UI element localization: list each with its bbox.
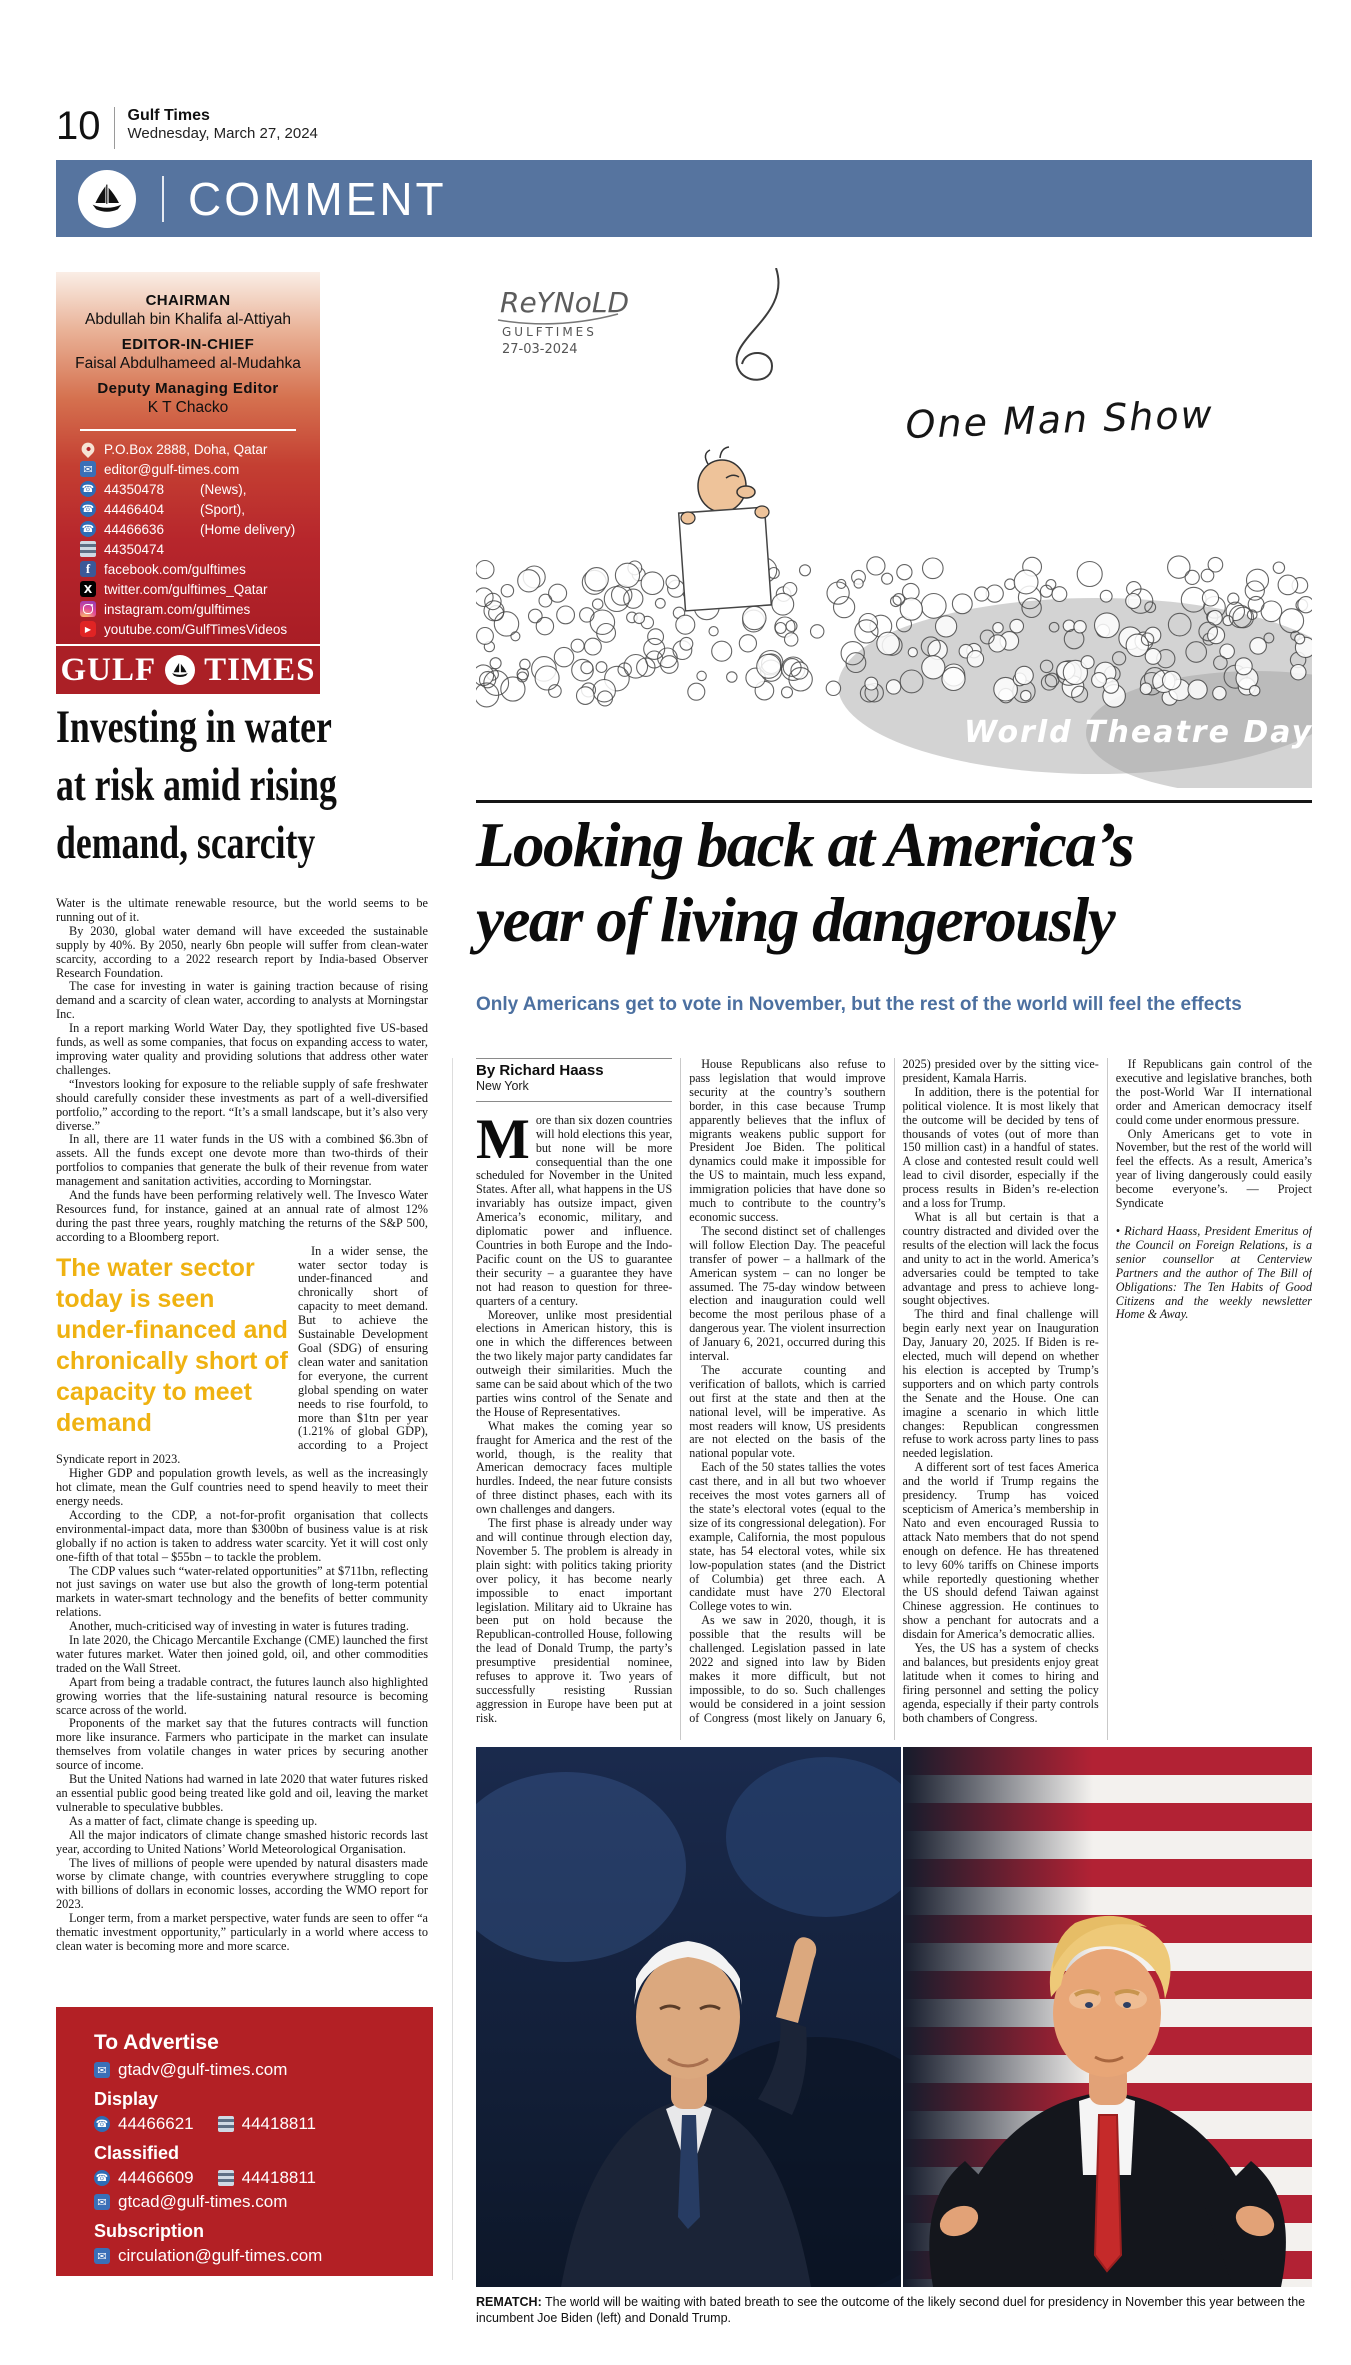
masthead-rule: [80, 429, 296, 431]
paragraph: Yes, the US has a system of checks and balances, but presidents enjoy great latitude when it comes to hiring and firing personnel and setting the policy agenda, especially if their party controls both chambers of Congress.: [902, 1641, 1099, 1725]
paragraph: The third and final challenge will begin early next year on Inauguration Day, January 20, 2025. If Biden is re-elected, much will depend on whether his election is accepted by Trump’s supporters and on which party controls the Senate and the House. One can imagine a scenario in which little changes: Republican congressmen refuse to work across party lines to pass needed legislation.: [902, 1307, 1099, 1461]
paragraph: In all, there are 11 water funds in the US with a combined $6.3bn of assets. All the funds except one devote more than two-thirds of their portfolios to companies that generate the bulk of their revenue from water management and sanitation activities, according to Morningstar.: [56, 1132, 428, 1189]
water-article-headline: [56, 698, 337, 872]
trump-photo: [903, 1747, 1312, 2287]
fax-icon: [80, 541, 96, 557]
contact-line: ✉ editor@gulf-times.com: [80, 461, 320, 477]
email-icon: [94, 2062, 110, 2078]
paragraph: Water is the ultimate renewable resource, but the world seems to be running out of it.: [56, 897, 428, 924]
advertise-title: To Advertise: [94, 2031, 219, 2054]
headline-line: Looking back at America’s: [476, 810, 1134, 880]
email-icon: [94, 2248, 110, 2264]
paragraph: All the major indicators of climate change smashed historic records last year, according to United Nations’ World Meteorological Organisation.: [56, 1827, 428, 1856]
masthead-box: [56, 272, 320, 644]
paragraph: But the United Nations had warned in late 2020 that water futures risked an essential public good being treated like gold and oil, leaving the market vulnerable to speculative bubbles.: [56, 1772, 428, 1814]
biden-photo: [476, 1747, 901, 2287]
location-pin-icon: [79, 440, 97, 458]
water-article-body: [56, 897, 428, 1997]
masthead-contacts: [56, 441, 320, 637]
contact-line: ☎ 44466636 (Home delivery): [80, 521, 320, 537]
headline-rule: [476, 800, 1312, 803]
caption-label: REMATCH:: [476, 2295, 542, 2309]
contact-line: ☎ 44466404 (Sport),: [80, 501, 320, 517]
email-icon: [80, 461, 96, 477]
contact-line: ▶ youtube.com/GulfTimesVideos: [80, 621, 320, 637]
dhow-logo-icon: [78, 170, 136, 228]
cartoon-date: 27-03-2024: [502, 342, 578, 357]
contact-line: ☎ 44350478 (News),: [80, 481, 320, 497]
phone-icon: [94, 2170, 110, 2186]
dateline: New York: [476, 1078, 529, 1093]
paragraph: By 2030, global water demand will have exceeded the sustainable supply by 40%. By 2050, nearly 6bn people will suffer from clean-water scarcity, according to a 2022 research report by India-based Observer Research Foundation.: [56, 923, 428, 980]
paragraph: Moreover, unlike most presidential elections in American history, this is one in which the differences between the two likely major party candidates far outweigh their similarities. Much the same can be said about which of the two parties wins control of the Senate and the House of Representatives.: [476, 1307, 673, 1419]
role-name: K T Chacko: [147, 399, 229, 416]
contact-line: instagram.com/gulftimes: [80, 601, 320, 617]
trump-face: [1053, 1949, 1161, 2077]
caption-text: The world will be waiting with bated breath to see the outcome of the likely second duel for presidency in November this year between the incumbent Joe Biden (left) and Donald Trump.: [476, 2295, 1306, 2325]
header-divider: [114, 107, 115, 149]
paragraph: Apart from being a tradable contract, the futures launch also highlighted growing worries that the life-sustaining natural resource is becoming scarce across of the world.: [56, 1674, 428, 1717]
banner-divider: [162, 176, 164, 222]
logo-word-times: TIMES: [204, 651, 316, 688]
advertise-email-line: ✉ gtcad@gulf-times.com: [94, 2192, 415, 2212]
paragraph: The second distinct set of challenges will follow Election Day. The peaceful transfer of power – a hallmark of the American system – can no longer be assumed. The 75-day window between election and inauguration could well become the most perilous phase of a dangerous year. The violent insurrection of January 6, 2021, occurred during this interval.: [689, 1223, 886, 1364]
role-name: Faisal Abdulhameed al-Mudahka: [75, 355, 301, 372]
advertise-heading: Classified: [94, 2143, 180, 2163]
role-name: Abdullah bin Khalifa al-Attiyah: [85, 311, 291, 328]
instagram-icon: [80, 601, 96, 617]
advertise-phone-line: ☎ 44466621 44418811: [94, 2114, 415, 2134]
byline: By Richard Haass: [476, 1062, 604, 1079]
contact-line: X twitter.com/gulftimes_Qatar: [80, 581, 320, 597]
paragraph: Another, much-criticised way of investing in water is futures trading.: [69, 1619, 409, 1634]
section-title: COMMENT: [188, 172, 447, 225]
role-title: CHAIRMAN: [145, 292, 231, 309]
curtain-cord: [737, 268, 779, 380]
editorial-cartoon: [476, 268, 1312, 788]
email-icon: [94, 2194, 110, 2210]
paragraph: Higher GDP and population growth levels, as well as the increasingly hot climate, mean the Gulf countries need to spend heavily to meet their energy needs.: [56, 1466, 428, 1508]
paragraph: The first phase is already under way and will continue through election day, November 5. The problem is already in plain sight: with politics taking priority over policy, it has become nearly impossible to enact important legislation. Military aid to Ukraine has been put on hold because the Republican-controlled House, following the lead of Donald Trump, the party’s presumptive presidential nominee, refuses to approve it. Two years of successfully resisting Russian aggression in Europe have been put at risk.: [476, 1516, 673, 1725]
facebook-icon: [80, 561, 96, 577]
paragraph: According to the CDP, a not-for-profit organisation that collects environmental-impact data, more than $300bn of business value is at risk globally if no action is taken to address water scarcity. Yet it will cost only one-fifth of that total – $55bn – to tackle the problem.: [56, 1507, 428, 1564]
page-header: [56, 106, 318, 149]
cartoonist-signature: ReYNoLD: [500, 286, 630, 319]
photo-caption: [476, 2294, 1312, 2326]
page-number: 10: [56, 104, 101, 148]
fax-icon: [218, 2170, 234, 2186]
paragraph: Only Americans get to vote in November, but the rest of the world will feel the effects. As a result, America’s year of living dangerously could easily become everyone’s. — Project Syndicate: [1115, 1126, 1312, 1211]
advertise-phone-line: ☎ 44466609 44418811: [94, 2168, 415, 2188]
biden-face: [636, 1955, 740, 2079]
copyright-notice: © 2024 Gulf Times. All rights reserved: [94, 2286, 397, 2306]
paragraph: Longer term, from a market perspective, water funds are seen to offer “a thematic investment opportunity,” particularly in a world where access to clean water is becoming more and more scarce.: [56, 1911, 428, 1953]
paragraph: The case for investing in water is gaining traction because of rising demand and a scarcity of clean water, according to analysts at Morningstar Inc.: [56, 979, 428, 1022]
column-divider: [452, 1058, 453, 2280]
publication-block: [128, 106, 318, 143]
publication-date: Wednesday, March 27, 2024: [127, 125, 318, 143]
paragraph: In addition, there is the potential for political violence. It is most likely that the outcome will be decided by tens of thousands of votes (out of more than 150 million cast) in a handful of states. A close and contested result could well lead to civil disorder, especially if the process results in Biden’s re-election and a loss for Trump.: [902, 1084, 1099, 1211]
headline-line: Investing in water: [56, 701, 332, 753]
phone-icon: [80, 481, 96, 497]
role-title: EDITOR-IN-CHIEF: [121, 336, 255, 353]
headline-line: demand, scarcity: [56, 817, 316, 869]
masthead-roles: [56, 292, 320, 417]
paragraph: In late 2020, the Chicago Mercantile Exchange (CME) launched the first water futures market. Water then joined gold, oil, and other commodities traded on the Wall Street.: [56, 1633, 428, 1675]
paragraph: House Republicans also refuse to pass legislation that would improve security at the country’s southern border, in this case because Trump apparently believes that the influx of migrants weakens public support for President Joe Biden. The political dynamics could make it impossible for the US to maintain, much less expand, immigration policies that have done so much to contribute to the country’s economic success.: [689, 1058, 886, 1224]
advertise-box: [56, 2007, 433, 2306]
logo-word-gulf: GULF: [60, 651, 157, 688]
role-title: Deputy Managing Editor: [97, 380, 279, 397]
section-banner: [56, 160, 1312, 237]
contact-line: P.O.Box 2888, Doha, Qatar: [80, 441, 320, 457]
paragraph: And the funds have been performing relatively well. The Invesco Water Resources fund, for instance, gained at an annual rate of almost 12% during the past three years, roughly matching the returns of the S&P 500, according to a Bloomberg report.: [56, 1188, 428, 1244]
paragraph: In a wider sense, the water sector today is under-financed and chronically short of capacity to meet demand. But to achieve the Sustainable Development Goal (SDG) of ensuring clean water and sanitation for everyone, the current global spending on water needs to rise fourfold, to more than $1tn per year (1.21% of global GDP), according to a Project Syndicate report in 2023.: [56, 1243, 428, 1467]
paragraph: Proponents of the market say that the futures contracts will function more like insurance. Farmers who participate in the market can insulate themselves from volatile changes in water prices by securing another source of income.: [56, 1716, 428, 1773]
logo-dhow-icon: [165, 655, 195, 685]
paragraph: What makes the coming year so fraught for America and the rest of the world, though, is the reality that American democracy faces multiple hurdles. Indeed, the near future consists of three distinct phases, each with its own challenges and dangers.: [476, 1418, 673, 1517]
paragraph: The accurate counting and verification of ballots, which is carried out first at the state and then at the national level, will be imperative. As most readers will know, US presidents are not elected on the basis of the national popular vote.: [689, 1362, 886, 1461]
fax-icon: [218, 2116, 234, 2132]
paragraph: Each of the 50 states tallies the votes cast there, and in all but two whoever receives the most votes garners all of the state’s electoral votes (equal to the size of its congressional delegation). For example, California, the most populous state, has 54 electoral votes, while six low-population states (and the District of Columbia) get three each. A candidate must have 270 Electoral College votes to win.: [689, 1460, 886, 1614]
phone-icon: [80, 501, 96, 517]
paragraph: More than six dozen countries will hold elections this year, but none will be more consequential than the one scheduled for November in the United States. After all, what happens in the US invariably has outsize impact, given America’s economic, military, and diplomatic power and influence. Countries in both Europe and the Indo-Pacific count on the US to guarantee their security – a guarantee they have not had reason to question for three-quarters of a century.: [476, 1107, 673, 1308]
headline-line: at risk amid rising: [56, 759, 337, 811]
pull-quote: The water sector today is seen under-financed and chronically short of capacity to meet demand: [56, 1253, 288, 1437]
byline-block: [476, 1058, 672, 1102]
advertise-content: [94, 2060, 415, 2266]
paragraph: If Republicans gain control of the executive and legislative branches, both the post-World War II international order and American democracy itself could come under enormous pressure.: [1115, 1058, 1312, 1127]
standfirst: Only Americans get to vote in November, but the rest of the world will feel the effects: [476, 994, 1242, 1015]
paragraph: As we saw in 2020, though, it is possible that the results will be challenged. Legislation passed in late 2022 and signed into law by Biden makes it more difficult, but not impossible, to do so. Such challenges would be considered in a joint session of Congress (most likely on January 6, 2025) presided over by the sitting vice-president, Kamala Harris.: [689, 1058, 1099, 1725]
paragraph: A different sort of test faces America and the world if Trump regains the presidency. Trump has voiced scepticism of America’s membership in Nato and even encouraged Russia to attack Nato members that do not spend enough on defence. He has threatened to levy 60% tariffs on Chinese imports while reportedly questioning whether the US should defend Taiwan against Chinese aggression. He continues to show a penchant for autocrats and a disdain for America’s democratic allies.: [902, 1460, 1099, 1642]
contact-line: 44350474: [80, 541, 320, 557]
main-article-body: [476, 1058, 1312, 1740]
advertise-email-line: ✉ gtadv@gulf-times.com: [94, 2060, 415, 2080]
paragraph: “Investors looking for exposure to the reliable supply of safe freshwater should carefully consider these investments as part of a well-diversified portfolio,” according to the report. “It’s a small landscape, but it’s also very diverse.”: [56, 1076, 428, 1133]
publication-name: Gulf Times: [127, 107, 210, 124]
trump-tie: [1095, 2115, 1121, 2271]
paragraph: The CDP values such “water-related opportunities” at $711bn, reflecting not just savings on water use but also the growth of long-term potential markets in water-smart technology and the benefits of better community relations.: [56, 1563, 428, 1620]
gulf-times-logo: [56, 646, 320, 694]
author-footnote: • Richard Haass, President Emeritus of the Council on Foreign Relations, is a senior counsellor at Centerview Partners and the author of The Bill of Obligations: The Ten Habits of Good Citizens and the weekly newsletter Home & Away.: [1115, 1223, 1312, 1322]
paragraph: In a report marking World Water Day, they spotlighted five US-based funds, as well as some companies, that focus on expanding access to water, improving water quality and providing solutions that address other water challenges.: [56, 1021, 428, 1077]
main-article-headline: [476, 808, 1316, 958]
phone-icon: [94, 2116, 110, 2132]
advertise-email-line: ✉ circulation@gulf-times.com: [94, 2246, 415, 2266]
advertise-heading: Subscription: [94, 2221, 205, 2241]
paragraph: The lives of millions of people were upended by natural disasters made worse by climate change, with countries everywhere struggling to cope with billions of dollars in economic losses, according the WMO report for 2023.: [56, 1855, 428, 1912]
phone-icon: [80, 521, 96, 537]
cartoon-caption: World Theatre Day: [964, 715, 1312, 750]
cartoon-figure: [679, 447, 772, 611]
youtube-icon: [80, 621, 96, 637]
paragraph: What is all but certain is that a country distracted and divided over the results of the election will lack the focus and unity to act in the world. America’s adversaries could be tempted to take advantage and press to achieve long-sought objectives.: [902, 1209, 1099, 1308]
cartoon-title: One Man Show: [904, 392, 1215, 447]
advertise-heading: Display: [94, 2089, 159, 2109]
contact-line: f facebook.com/gulftimes: [80, 561, 320, 577]
paragraph: As a matter of fact, climate change is speeding up.: [69, 1813, 318, 1828]
cartoon-credit: GULFTIMES: [502, 325, 597, 339]
dhow-boat-icon: [87, 179, 127, 219]
headline-line: year of living dangerously: [476, 885, 1115, 955]
twitter-x-icon: [80, 581, 96, 597]
